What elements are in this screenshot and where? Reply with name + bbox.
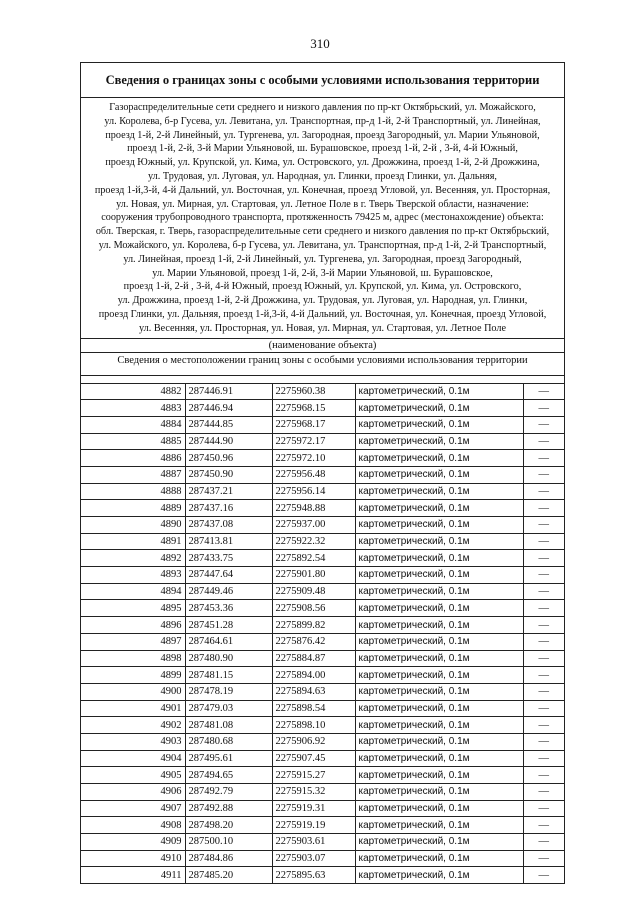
method-accuracy: картометрический, 0.1м [355,850,523,867]
coord-x: 287413.81 [185,533,272,550]
coord-y: 2275915.27 [272,767,355,784]
coord-x: 287437.08 [185,517,272,534]
coord-y: 2275894.63 [272,683,355,700]
coord-x: 287437.16 [185,500,272,517]
extra-info: — [523,517,564,534]
method-accuracy: картометрический, 0.1м [355,750,523,767]
description-line: сооружения трубопроводного транспорта, протяженность 79425 м, адрес (местонахождение) объекта: [101,212,544,224]
coord-x: 287495.61 [185,750,272,767]
point-number: 4905 [81,767,185,784]
point-number: 4885 [81,433,185,450]
extra-info: — [523,567,564,584]
method-accuracy: картометрический, 0.1м [355,700,523,717]
coord-y: 2275884.87 [272,650,355,667]
table-row [81,583,564,600]
description-line: проезд 1-й, 2-й Линейный, ул. Тургенева, ул. Загородная, проезд Загородный, ул. Марии Ульяновой, [105,129,540,141]
coord-x: 287450.96 [185,450,272,467]
extra-info: — [523,483,564,500]
table-row [81,867,564,883]
table-row [81,450,564,467]
coord-y: 2275907.45 [272,750,355,767]
coord-y: 2275895.63 [272,867,355,883]
method-accuracy: картометрический, 0.1м [355,683,523,700]
extra-info: — [523,383,564,400]
point-number: 4904 [81,750,185,767]
coord-y: 2275915.32 [272,784,355,801]
coord-y: 2275903.61 [272,834,355,851]
point-number: 4886 [81,450,185,467]
document-title: Сведения о границах зоны с особыми условиями использования территории [81,63,564,98]
extra-info: — [523,600,564,617]
method-accuracy: картометрический, 0.1м [355,767,523,784]
table-row [81,800,564,817]
coord-x: 287500.10 [185,834,272,851]
extra-info: — [523,466,564,483]
description-line: проезд 1-й,3-й, 4-й Дальний, ул. Восточная, ул. Конечная, проезд Угловой, ул. Весенняя, ул. Просторная, [94,184,551,196]
method-accuracy: картометрический, 0.1м [355,500,523,517]
extra-info: — [523,650,564,667]
method-accuracy: картометрический, 0.1м [355,550,523,567]
coord-y: 2275937.00 [272,517,355,534]
extra-info: — [523,550,564,567]
coord-x: 287478.19 [185,683,272,700]
description-line: проезд Глинки, ул. Дальняя, проезд 1-й,3-й, 4-й Дальний, ул. Восточная, ул. Конечная, проезд Угловой, [98,308,547,320]
point-number: 4887 [81,466,185,483]
description-line: Газораспределительные сети среднего и низкого давления по пр-кт Октябрьский, ул. Можайского, [109,102,536,113]
point-number: 4902 [81,717,185,734]
table-row [81,633,564,650]
object-description [81,98,564,339]
coord-y: 2275901.80 [272,567,355,584]
page-number: 310 [310,36,330,51]
description-line: обл. Тверская, г. Тверь, газораспределительные сети среднего и низкого давления по пр-кт Октябрьский, [95,226,550,238]
table-row [81,733,564,750]
coord-x: 287498.20 [185,817,272,834]
table-row [81,533,564,550]
coord-y: 2275972.17 [272,433,355,450]
extra-info: — [523,850,564,867]
method-accuracy: картометрический, 0.1м [355,717,523,734]
method-accuracy: картометрический, 0.1м [355,650,523,667]
coord-y: 2275968.15 [272,400,355,417]
coord-y: 2275899.82 [272,617,355,634]
coord-y: 2275960.38 [272,383,355,400]
method-accuracy: картометрический, 0.1м [355,567,523,584]
coord-x: 287451.28 [185,617,272,634]
description-line: проезд 1-й, 2-й , 3-й, 4-й Южный, проезд Южный, ул. Крупской, ул. Кима, ул. Островского, [123,281,522,293]
table-row [81,683,564,700]
description-line: ул. Марии Ульяновой, проезд 1-й, 2-й, 3-й Марии Ульяновой, ш. Бурашовское, [152,267,493,279]
coord-x: 287492.88 [185,800,272,817]
point-number: 4903 [81,733,185,750]
extra-info: — [523,834,564,851]
extra-info: — [523,700,564,717]
coord-y: 2275909.48 [272,583,355,600]
coord-x: 287446.94 [185,400,272,417]
extra-info: — [523,683,564,700]
coord-y: 2275968.17 [272,416,355,433]
point-number: 4893 [81,567,185,584]
extra-info: — [523,533,564,550]
coord-y: 2275894.00 [272,667,355,684]
point-number: 4892 [81,550,185,567]
coord-x: 287480.90 [185,650,272,667]
table-row [81,650,564,667]
extra-info: — [523,717,564,734]
point-number: 4888 [81,483,185,500]
table-row [81,600,564,617]
method-accuracy: картометрический, 0.1м [355,867,523,883]
table-row [81,700,564,717]
extra-info: — [523,583,564,600]
method-accuracy: картометрический, 0.1м [355,533,523,550]
coord-x: 287437.21 [185,483,272,500]
coord-x: 287464.61 [185,633,272,650]
point-number: 4891 [81,533,185,550]
point-number: 4895 [81,600,185,617]
coord-x: 287449.46 [185,583,272,600]
coord-x: 287481.15 [185,667,272,684]
coord-x: 287485.20 [185,867,272,883]
description-line: проезд Южный, ул. Крупской, ул. Кима, ул. Островского, ул. Дрожжина, проезд 1-й, 2-й Дрожжина, [105,157,540,169]
point-number: 4907 [81,800,185,817]
extra-info: — [523,750,564,767]
method-accuracy: картометрический, 0.1м [355,416,523,433]
coord-x: 287444.85 [185,416,272,433]
point-number: 4882 [81,383,185,400]
coord-y: 2275956.48 [272,466,355,483]
coord-x: 287481.08 [185,717,272,734]
description-line: проезд 1-й, 2-й, 3-й Марии Ульяновой, ш. Бурашовское, проезд 1-й, 2-й , 3-й, 4-й Южный, [127,143,518,155]
method-accuracy: картометрический, 0.1м [355,800,523,817]
table-row [81,567,564,584]
coord-y: 2275898.10 [272,717,355,734]
description-line: ул. Королева, б-р Гусева, ул. Левитана, ул. Транспортная, пр-д 1-й, 2-й Транспортный, ул. Линейная, [104,115,541,127]
coord-y: 2275956.14 [272,483,355,500]
point-number: 4897 [81,633,185,650]
coord-y: 2275922.32 [272,533,355,550]
coord-x: 287447.64 [185,567,272,584]
point-number: 4910 [81,850,185,867]
point-number: 4883 [81,400,185,417]
coord-x: 287484.86 [185,850,272,867]
extra-info: — [523,433,564,450]
table-row [81,817,564,834]
method-accuracy: картометрический, 0.1м [355,433,523,450]
extra-info: — [523,817,564,834]
coord-x: 287492.79 [185,784,272,801]
coord-x: 287480.68 [185,733,272,750]
location-heading: Сведения о местоположении границ зоны с особыми условиями использования территории [81,353,564,376]
method-accuracy: картометрический, 0.1м [355,517,523,534]
method-accuracy: картометрический, 0.1м [355,784,523,801]
table-row [81,850,564,867]
coord-y: 2275908.56 [272,600,355,617]
description-line: ул. Можайского, ул. Королева, б-р Гусева, ул. Левитана, ул. Транспортная, пр-д 1-й, 2-й Транспортный, [98,239,547,251]
point-number: 4896 [81,617,185,634]
extra-info: — [523,633,564,650]
extra-info: — [523,416,564,433]
object-name-caption: (наименование объекта) [81,339,564,353]
table-row [81,433,564,450]
method-accuracy: картометрический, 0.1м [355,633,523,650]
extra-info: — [523,500,564,517]
method-accuracy: картометрический, 0.1м [355,483,523,500]
coord-y: 2275898.54 [272,700,355,717]
description-line: ул. Весенняя, ул. Просторная, ул. Новая, ул. Мирная, ул. Стартовая, ул. Летное Поле [139,322,506,334]
coord-y: 2275903.07 [272,850,355,867]
point-number: 4894 [81,583,185,600]
point-number: 4900 [81,683,185,700]
table-row [81,550,564,567]
method-accuracy: картометрический, 0.1м [355,600,523,617]
method-accuracy: картометрический, 0.1м [355,733,523,750]
extra-info: — [523,400,564,417]
coord-y: 2275892.54 [272,550,355,567]
point-number: 4906 [81,784,185,801]
table-row [81,500,564,517]
table-row [81,667,564,684]
extra-info: — [523,867,564,883]
method-accuracy: картометрический, 0.1м [355,817,523,834]
point-number: 4909 [81,834,185,851]
coord-y: 2275972.10 [272,450,355,467]
point-number: 4901 [81,700,185,717]
extra-info: — [523,667,564,684]
method-accuracy: картометрический, 0.1м [355,617,523,634]
description-line: ул. Новая, ул. Мирная, ул. Стартовая, ул. Летное Поле в г. Тверь Тверской области, назначение: [116,198,529,210]
extra-info: — [523,617,564,634]
table-row [81,717,564,734]
table-row [81,483,564,500]
point-number: 4911 [81,867,185,883]
point-number: 4898 [81,650,185,667]
method-accuracy: картометрический, 0.1м [355,383,523,400]
table-row [81,617,564,634]
table-row [81,750,564,767]
zone-boundaries-form [80,62,565,884]
method-accuracy: картометрический, 0.1м [355,667,523,684]
extra-info: — [523,733,564,750]
extra-info: — [523,784,564,801]
coord-x: 287453.36 [185,600,272,617]
coord-y: 2275948.88 [272,500,355,517]
coord-y: 2275876.42 [272,633,355,650]
coord-x: 287494.65 [185,767,272,784]
coord-y: 2275919.31 [272,800,355,817]
coord-x: 287433.75 [185,550,272,567]
method-accuracy: картометрический, 0.1м [355,583,523,600]
table-row [81,517,564,534]
coord-x: 287479.03 [185,700,272,717]
description-line: ул. Линейная, проезд 1-й, 2-й Линейный, ул. Тургенева, ул. Загородная, проезд Загородный, [123,253,522,265]
method-accuracy: картометрический, 0.1м [355,466,523,483]
table-row [81,784,564,801]
table-row [81,767,564,784]
point-number: 4908 [81,817,185,834]
table-row [81,466,564,483]
coord-x: 287444.90 [185,433,272,450]
point-number: 4884 [81,416,185,433]
description-line: ул. Дрожжина, проезд 1-й, 2-й Дрожжина, ул. Трудовая, ул. Луговая, ул. Народная, ул. Глинки, [117,295,528,307]
table-row [81,416,564,433]
extra-info: — [523,450,564,467]
table-row [81,834,564,851]
extra-info: — [523,767,564,784]
table-row [81,400,564,417]
coord-y: 2275919.19 [272,817,355,834]
coord-x: 287446.91 [185,383,272,400]
coordinates-table [81,383,564,884]
coord-x: 287450.90 [185,466,272,483]
description-line: ул. Трудовая, ул. Луговая, ул. Народная, ул. Глинки, проезд Глинки, ул. Дальняя, [148,170,497,182]
method-accuracy: картометрический, 0.1м [355,834,523,851]
method-accuracy: картометрический, 0.1м [355,450,523,467]
point-number: 4890 [81,517,185,534]
method-accuracy: картометрический, 0.1м [355,400,523,417]
point-number: 4899 [81,667,185,684]
table-row [81,383,564,400]
coord-y: 2275906.92 [272,733,355,750]
point-number: 4889 [81,500,185,517]
extra-info: — [523,800,564,817]
